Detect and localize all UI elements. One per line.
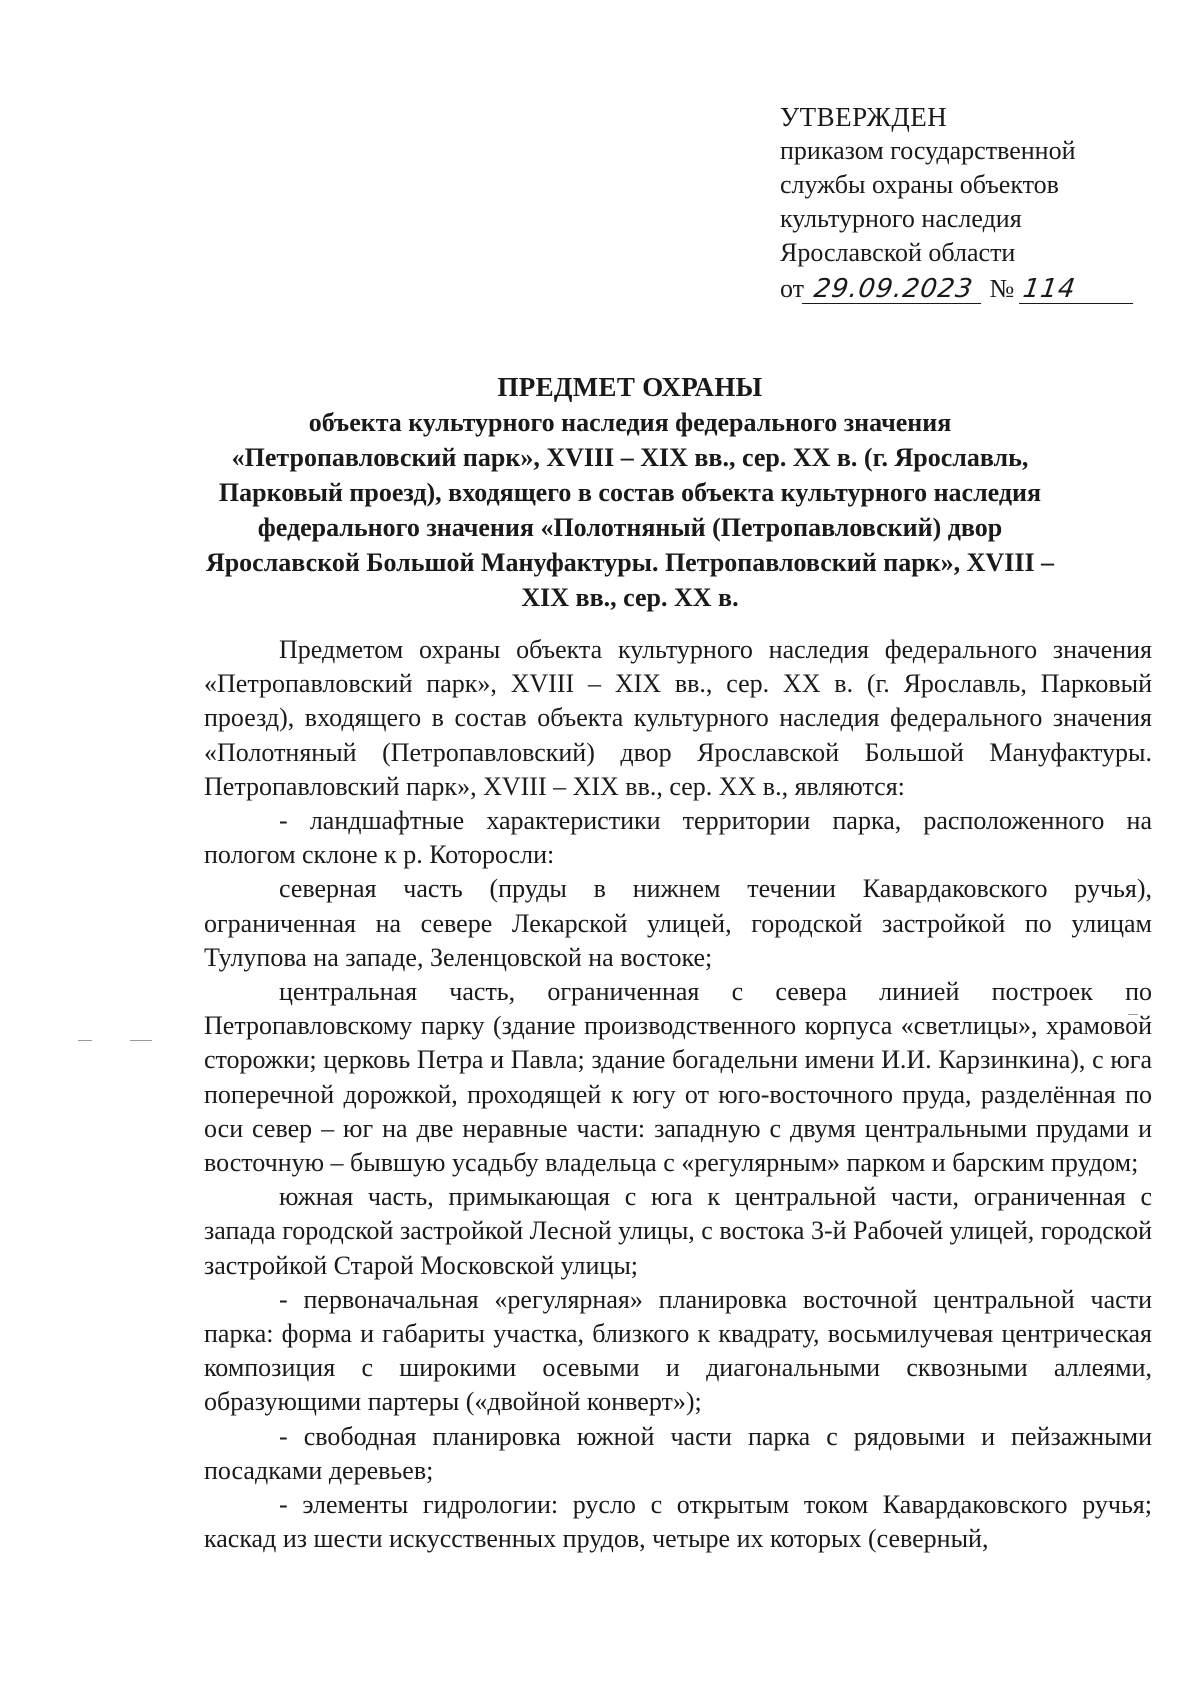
approval-line: приказом государственной — [780, 136, 1076, 165]
order-date: 29.09.2023 — [802, 275, 985, 304]
order-number: 114 — [1019, 275, 1137, 304]
order-line — [780, 272, 1140, 306]
approval-block — [780, 100, 1140, 306]
heading-line: Парковый проезд), входящего в состав объекта культурного наследия — [218, 478, 1042, 507]
heading-line: Ярославской Большой Мануфактуры. Петропавловский парк», XVIII – — [205, 548, 1055, 577]
document-body — [204, 633, 1152, 1556]
body-paragraph: Предметом охраны объекта культурного наследия федерального значения «Петропавловский парк», XVIII – XIX вв., сер. XX в. (г. Ярославль, Парковый проезд), входящего в состав объекта культурного наследия федерального значения «Полотняный (Петропавловский) двор Ярославской Большой Мануфактуры. Петропавловский парк», XVIII – XIX вв., сер. XX в., являются: — [204, 635, 1152, 801]
body-paragraph: южная часть, примыкающая с юга к центральной части, ограниченная с запада городской застройкой Лесной улицы, с востока 3-й Рабочей улицей, городской застройкой Старой Московской улицы; — [204, 1182, 1152, 1280]
approval-line: культурного наследия — [780, 204, 1022, 233]
approval-line: Ярославской области — [780, 238, 1016, 267]
approval-title: УТВЕРЖДЕН — [780, 102, 948, 132]
order-prefix: от — [780, 274, 805, 303]
document-title: ПРЕДМЕТ ОХРАНЫ — [497, 372, 763, 402]
heading-line: объекта культурного наследия федерального значения — [308, 408, 952, 437]
heading-line: «Петропавловский парк», XVIII – XIX вв., сер. XX в. (г. Ярославль, — [231, 443, 1029, 472]
scan-mark — [78, 1040, 92, 1041]
heading-line: федерального значения «Полотняный (Петропавловский) двор — [257, 513, 1003, 542]
body-paragraph: - ландшафтные характеристики территории парка, расположенного на пологом склоне к р. Которосли: — [204, 806, 1152, 870]
document-heading — [190, 370, 1070, 615]
body-paragraph: северная часть (пруды в нижнем течении Кавардаковского ручья), ограниченная на севере Лекарской улицей, городской застройкой по улицам Тулупова на западе, Зеленцовской на востоке; — [204, 874, 1152, 972]
body-paragraph: - первоначальная «регулярная» планировка восточной центральной части парка: форма и габариты участка, близкого к квадрату, восьмилучевая центрическая композиция с широкими осевыми и диагональными сквозными аллеями, образующими партеры («двойной конверт»); — [204, 1284, 1152, 1417]
heading-line: XIX вв., сер. XX в. — [521, 583, 739, 612]
approval-line: службы охраны объектов — [780, 170, 1059, 199]
body-paragraph: - элементы гидрологии: русло с открытым током Кавардаковского ручья; каскад из шести искусственных прудов, четыре их которых (северный, — [204, 1490, 1152, 1554]
scan-mark — [130, 1040, 152, 1041]
body-paragraph: центральная часть, ограниченная с севера линией построек по Петропавловскому парку (здание производственного корпуса «светлицы», храмовой сторожки; церковь Петра и Павла; здание богадельни имени И.И. Карзинкина), с юга поперечной дорожкой, проходящей к югу от юго-восточного пруда, разделённая по оси север – юг на две неравные части: западную с двумя центральными прудами и восточную – бывшую усадьбу владельца с «регулярным» парком и барским прудом; — [204, 977, 1152, 1178]
order-number-label: № — [989, 274, 1015, 303]
body-paragraph: - свободная планировка южной части парка с рядовыми и пейзажными посадками деревьев; — [204, 1421, 1152, 1485]
